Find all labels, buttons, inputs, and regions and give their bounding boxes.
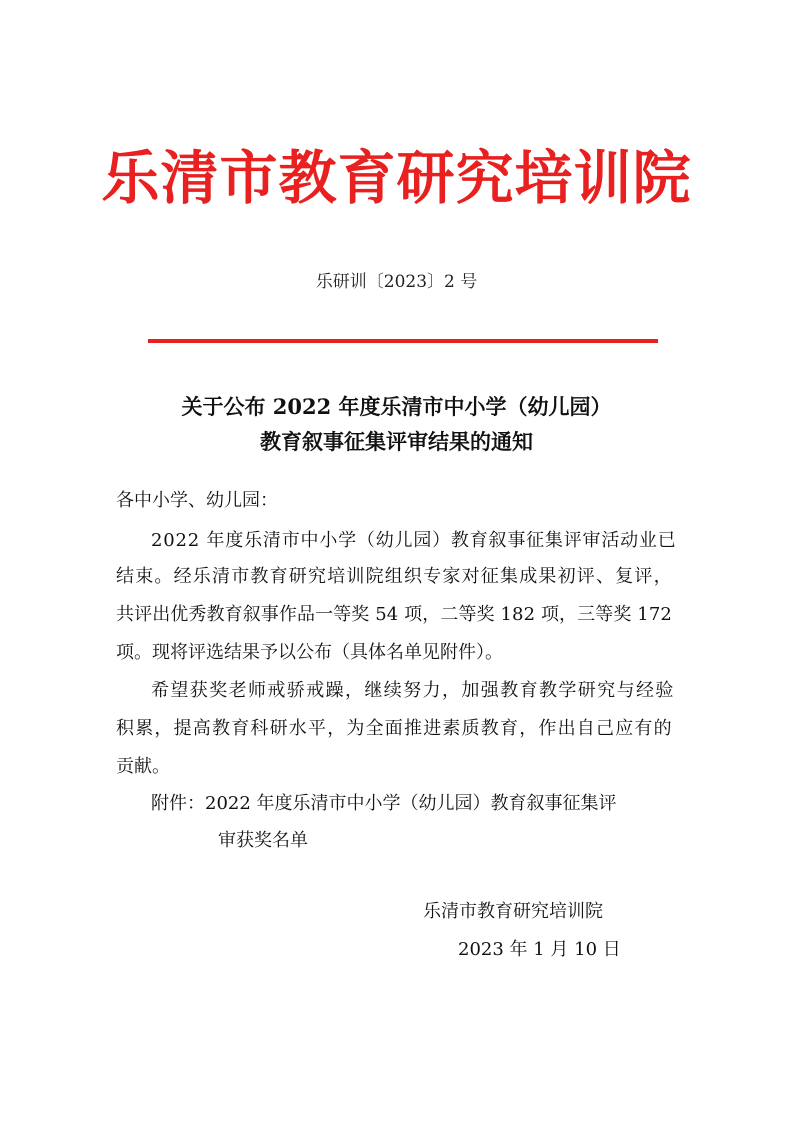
paragraph-2-line: 贡献。 bbox=[116, 756, 170, 777]
signature-organization: 乐清市教育研究培训院 bbox=[423, 901, 603, 922]
salutation: 各中小学、幼儿园： bbox=[116, 490, 278, 511]
signature-date: 2023 年 1 月 10 日 bbox=[458, 939, 621, 960]
paragraph-1-line: 结束。经乐清市教育研究培训院组织专家对征集成果初评、复评， bbox=[116, 566, 673, 587]
attachment-note-line: 审获奖名单 bbox=[218, 830, 308, 851]
red-separator-line bbox=[148, 339, 658, 343]
document-number: 乐研训〔2023〕2 号 bbox=[315, 272, 478, 292]
paragraph-2-line: 希望获奖老师戒骄戒躁，继续努力，加强教育教学研究与经验 bbox=[151, 680, 675, 701]
notice-title-line-2: 教育叙事征集评审结果的通知 bbox=[260, 429, 533, 454]
notice-title-line-1: 关于公布 2022 年度乐清市中小学（幼儿园） bbox=[181, 394, 612, 419]
issuer-masthead: 乐清市教育研究培训院 bbox=[101, 144, 692, 212]
attachment-note-line: 附件：2022 年度乐清市中小学（幼儿园）教育叙事征集评 bbox=[151, 793, 617, 814]
paragraph-1-line: 共评出优秀教育叙事作品一等奖 54 项，二等奖 182 项，三等奖 172 bbox=[116, 604, 672, 625]
paragraph-1-line: 2022 年度乐清市中小学（幼儿园）教育叙事征集评审活动业已 bbox=[151, 530, 677, 551]
paragraph-1-line: 项。现将评选结果予以公布（具体名单见附件）。 bbox=[116, 642, 503, 663]
paragraph-2-line: 积累，提高教育科研水平，为全面推进素质教育，作出自己应有的 bbox=[116, 718, 673, 739]
